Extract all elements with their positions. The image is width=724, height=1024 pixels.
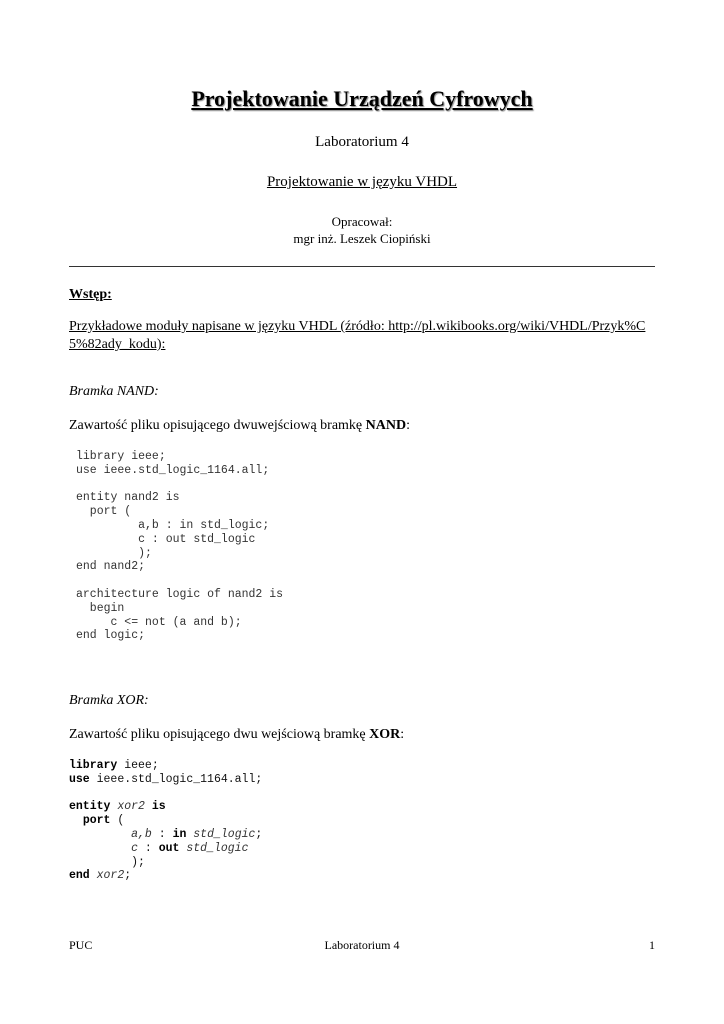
code-keyword: entity — [69, 800, 111, 814]
footer-center: Laboratorium 4 — [324, 938, 400, 952]
code-text: ieee.std_logic_1164.all; — [89, 772, 263, 786]
page-number: 1 — [649, 938, 655, 952]
code-identifier: c — [131, 841, 139, 855]
nand-code-block: library ieee; use ieee.std_logic_1164.all; entity nand2 is port ( a,b : in std_logic; c : out std_logic ); end nand2; architecture logic of nand2 is begin c <= not (a and b); end logic; — [76, 450, 284, 643]
xor-description — [69, 726, 659, 744]
code-text: ; — [124, 869, 132, 883]
xor-code-block — [69, 759, 262, 883]
code-text: ); — [131, 855, 145, 869]
code-identifier: a,b — [131, 827, 152, 841]
code-text: : — [138, 841, 159, 855]
author-name: mgr inż. Leszek Ciopiński — [293, 231, 431, 246]
code-identifier: std_logic — [193, 827, 256, 841]
nand-section-title: Bramka NAND: — [69, 384, 159, 399]
code-text: : — [151, 827, 173, 841]
xor-desc-text: Zawartość pliku opisującego dwu wejściową bramkę — [69, 727, 370, 742]
intro-heading: Wstęp: — [69, 287, 112, 302]
nand-description — [69, 417, 659, 435]
footer-left: PUC — [69, 938, 93, 952]
intro-link-text[interactable]: Przykładowe moduły napisane w języku VHDL (źródło: http://pl.wikibooks.org/wiki/VHDL/Przyk%C5%82ady_kodu): — [69, 319, 646, 352]
nand-desc-bold: NAND — [365, 418, 407, 433]
code-keyword: end — [69, 869, 90, 883]
nand-desc-colon: : — [406, 418, 410, 433]
code-keyword: is — [151, 800, 166, 814]
document-title: Projektowanie Urządzeń Cyfrowych — [191, 86, 533, 111]
code-text: ieee; — [117, 759, 159, 772]
code-text: ; — [255, 827, 263, 841]
author-label: Opracował: — [331, 214, 393, 229]
code-text: ( — [110, 814, 125, 828]
xor-desc-colon: : — [400, 727, 405, 742]
code-identifier: xor2 — [117, 800, 145, 814]
xor-section-title: Bramka XOR: — [69, 693, 149, 708]
code-identifier: std_logic — [186, 841, 249, 855]
code-keyword: use — [69, 772, 90, 786]
code-keyword: out — [158, 841, 180, 855]
lab-number: Laboratorium 4 — [315, 134, 409, 150]
code-keyword: port — [82, 814, 111, 828]
horizontal-rule — [69, 266, 655, 267]
code-keyword: in — [172, 827, 187, 841]
lab-topic: Projektowanie w języku VHDL — [266, 174, 458, 190]
code-keyword: library — [69, 759, 118, 772]
code-identifier: xor2 — [96, 869, 125, 883]
nand-desc-text: Zawartość pliku opisującego dwuwejściową bramkę — [69, 418, 366, 433]
author-block — [0, 213, 724, 247]
xor-desc-bold: XOR — [369, 727, 401, 742]
